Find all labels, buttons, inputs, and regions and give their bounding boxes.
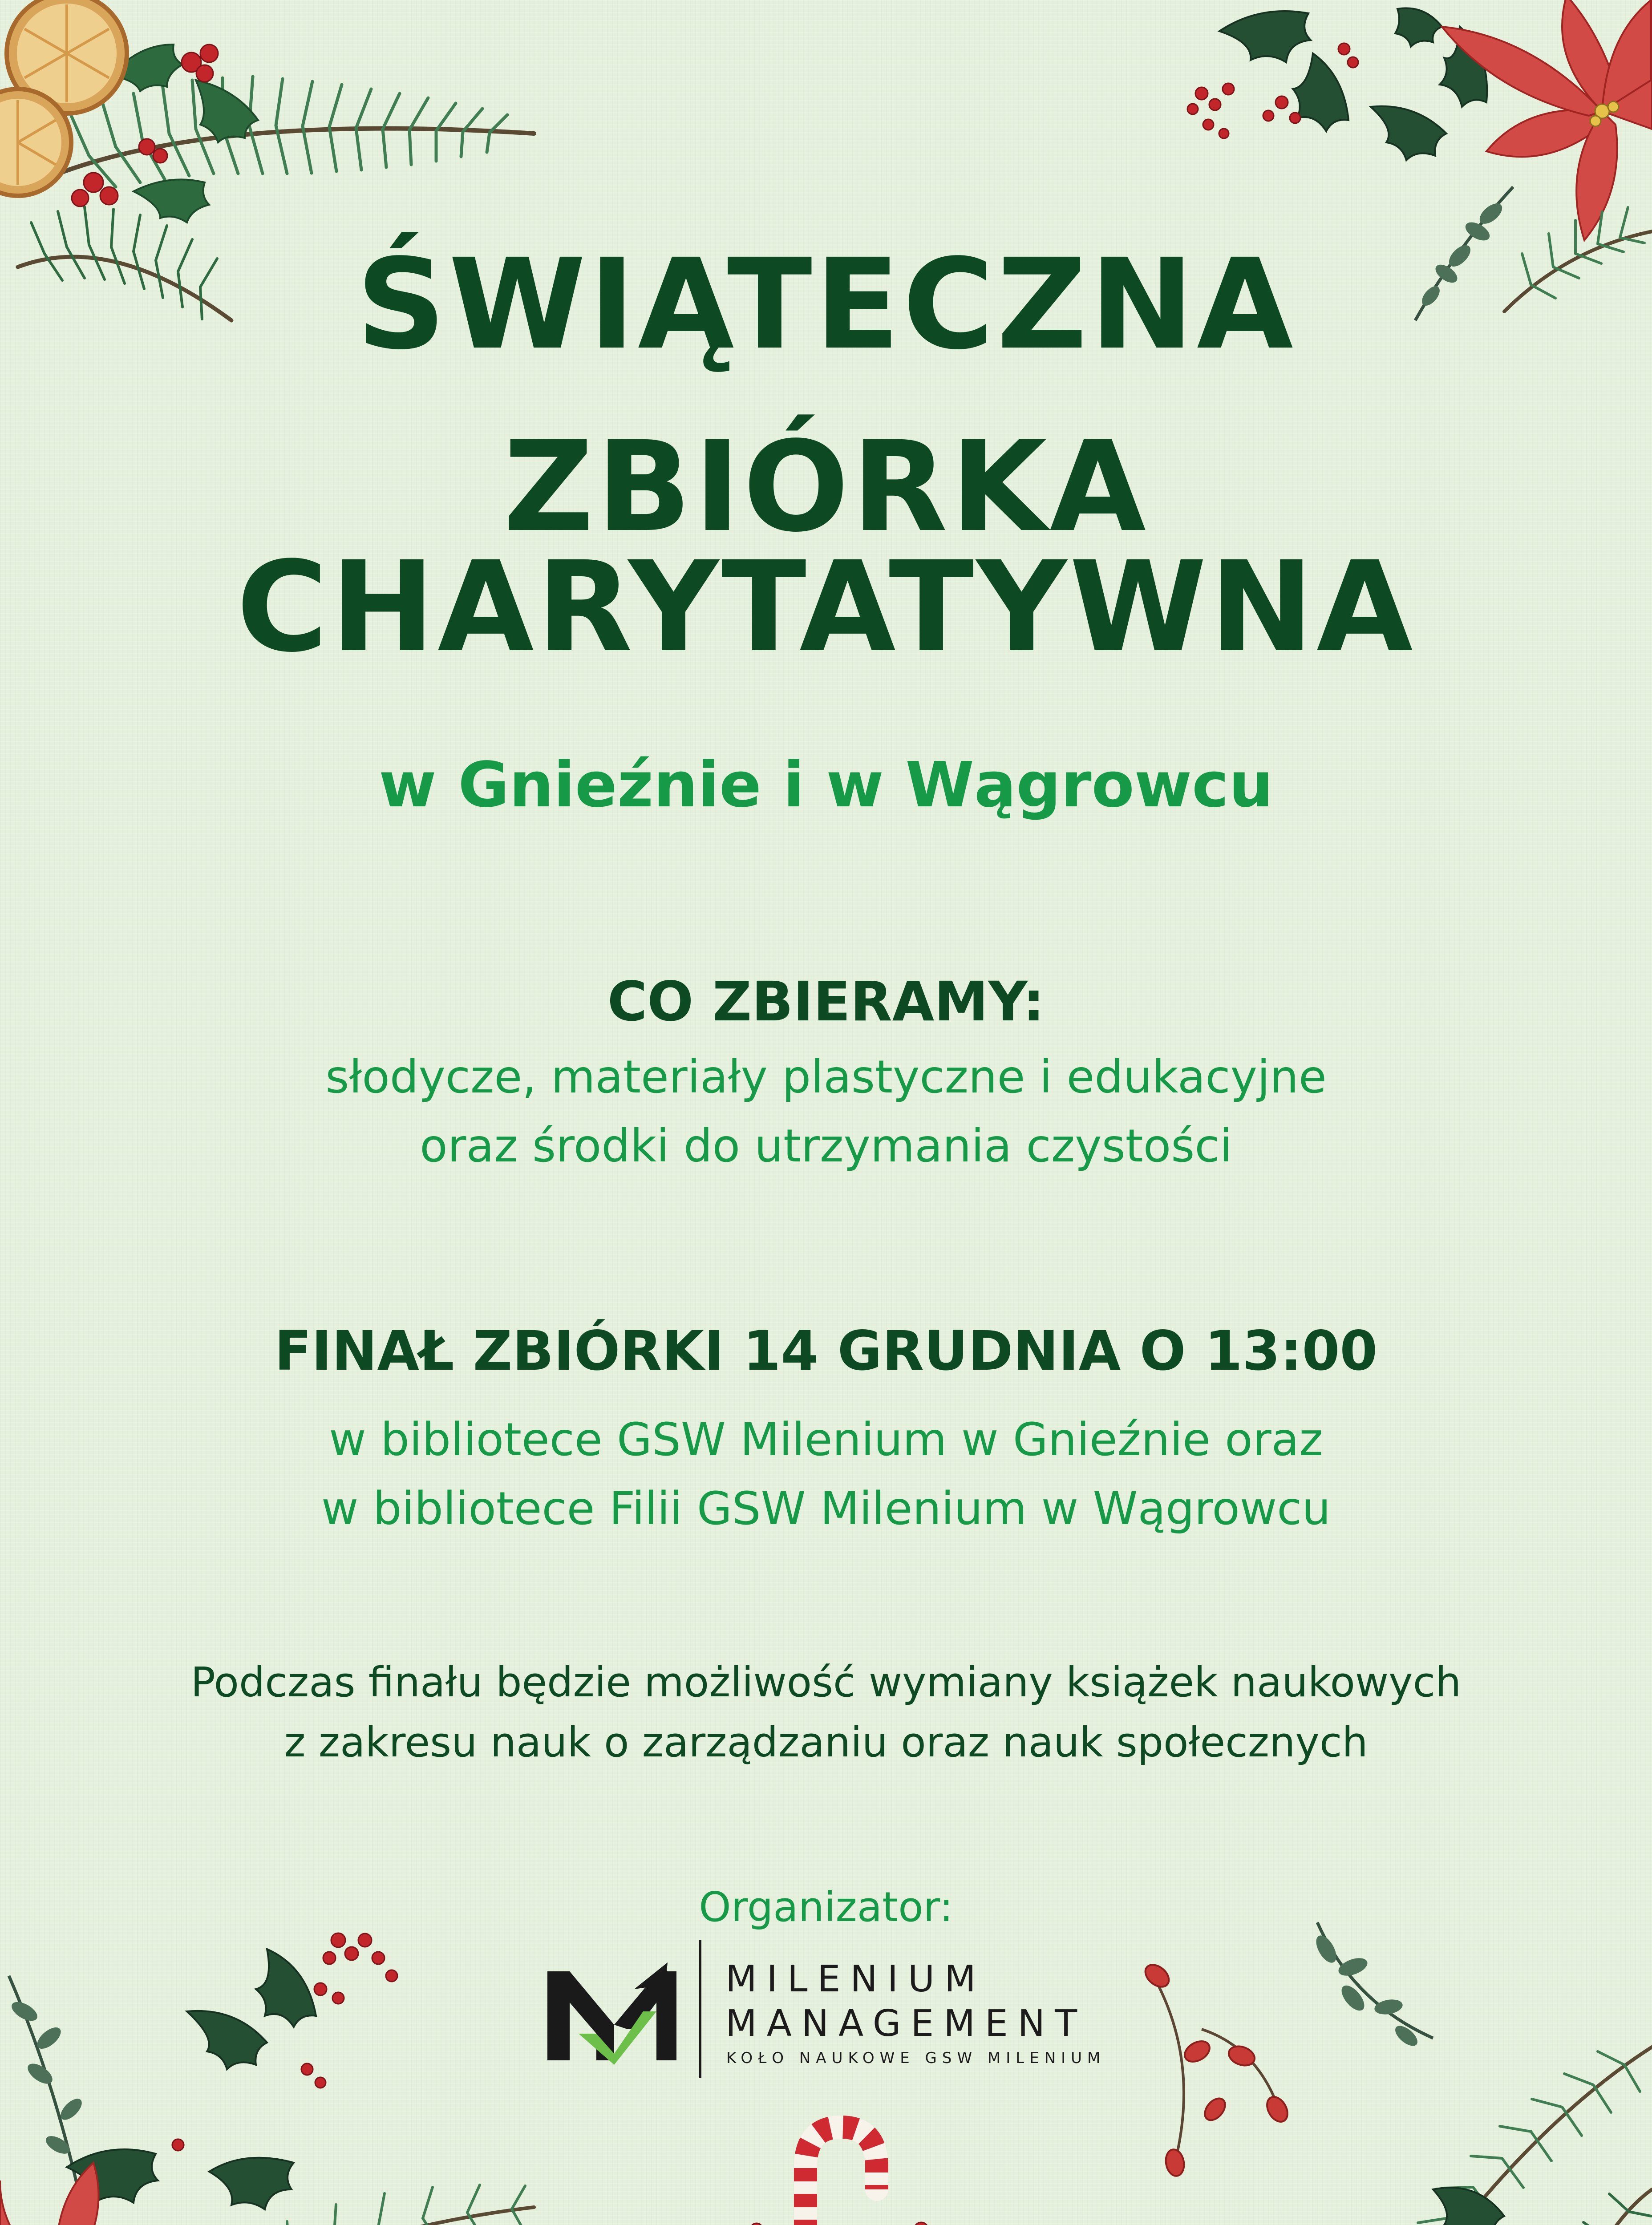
milenium-logo-icon <box>547 1958 681 2065</box>
red-berry-icon <box>750 2222 941 2225</box>
final-line-1: w bibliotece GSW Milenium w Gnieźnie oraz <box>329 1413 1323 1466</box>
pine-branch-icon <box>1544 2189 1652 2225</box>
collect-line-2: oraz środki do utrzymania czystości <box>420 1120 1232 1173</box>
pine-branch-icon <box>1380 2047 1652 2225</box>
organizer-logo <box>547 1940 1126 2078</box>
logo-tagline: KOŁO NAUKOWE GSW MILENIUM <box>726 2049 1106 2067</box>
rosehip-icon <box>1141 1960 1292 2177</box>
poinsettia-icon <box>1442 0 1652 240</box>
collect-heading: CO ZBIERAMY: <box>607 970 1045 1033</box>
logo-name-line-2: MANAGEMENT <box>725 2002 1087 2045</box>
holly-leaf-icon <box>67 1949 316 2209</box>
final-heading: FINAŁ ZBIÓRKI 14 GRUDNIA O 13:00 <box>274 1319 1378 1383</box>
page-title-line-2: ZBIÓRKA <box>503 415 1149 560</box>
bottom-center-decoration <box>645 2092 1090 2225</box>
organizer-label: Organizator: <box>699 1883 953 1931</box>
exchange-line-2: z zakresu nauk o zarządzaniu oraz nauk społecznych <box>284 1719 1368 1766</box>
collect-line-1: słodycze, materiały plastyczne i edukacyjne <box>325 1051 1327 1104</box>
final-line-2: w bibliotece Filii GSW Milenium w Wągrowcu <box>321 1482 1331 1535</box>
subtitle-location: w Gnieźnie i w Wągrowcu <box>379 749 1273 821</box>
eucalyptus-sprig-icon <box>1312 1922 1433 2050</box>
page-title-line-1: ŚWIĄTECZNA <box>356 232 1296 377</box>
page-title-line-3: CHARYTATYWNA <box>236 535 1416 680</box>
holly-leaf-icon <box>111 44 258 222</box>
exchange-line-1: Podczas finału będzie możliwość wymiany książek naukowych <box>190 1659 1462 1706</box>
pine-branch-icon <box>156 2185 534 2225</box>
candy-cane-icon <box>806 2127 877 2225</box>
logo-name-line-1: MILENIUM <box>725 1958 986 2000</box>
bottom-right-decoration <box>1068 1914 1652 2225</box>
logo-divider <box>699 1940 701 2078</box>
